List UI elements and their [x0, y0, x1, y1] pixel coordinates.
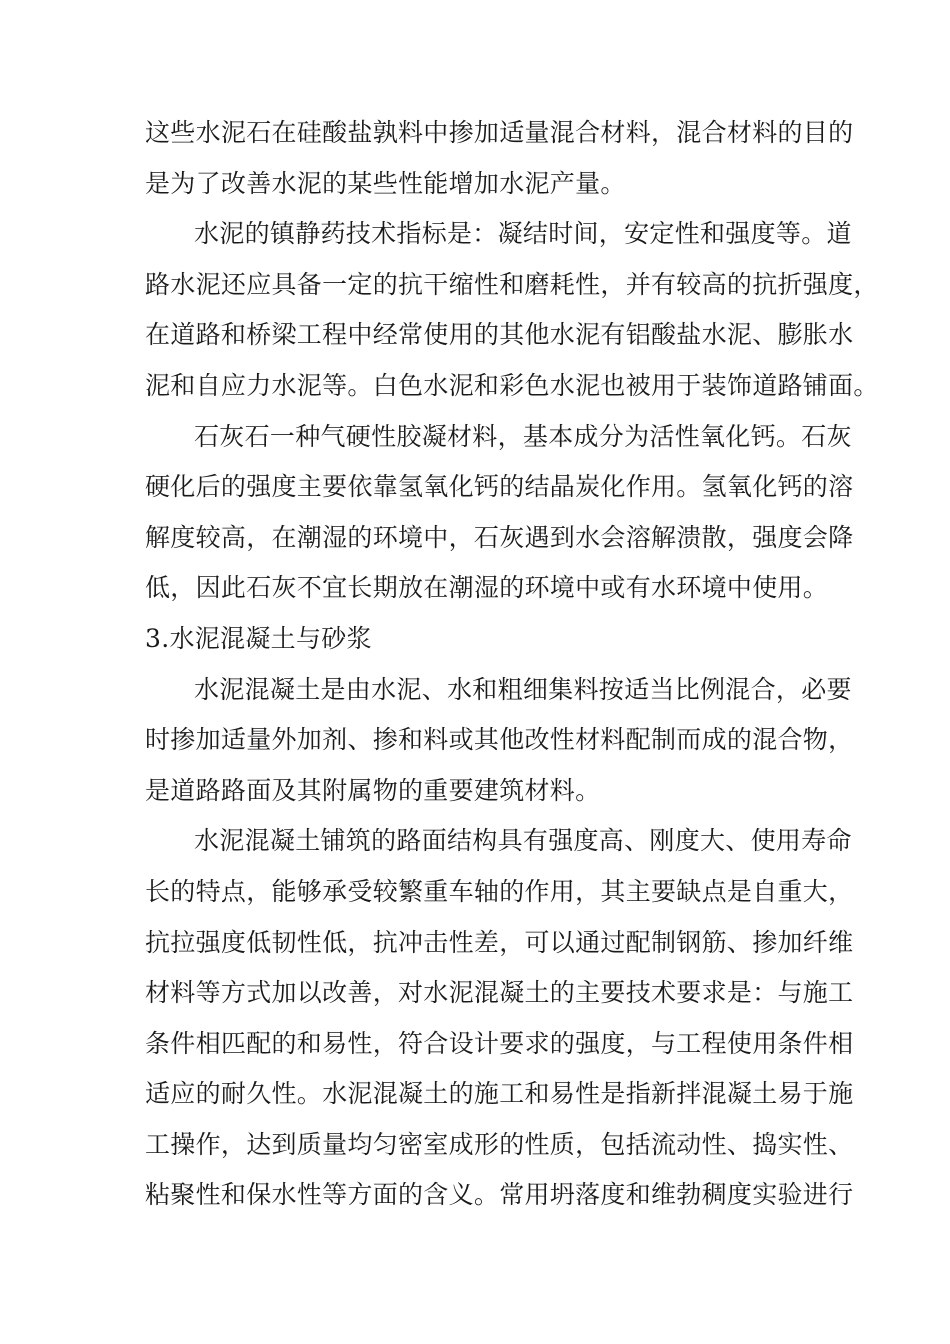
text-line: 解度较高，在潮湿的环境中，石灰遇到水会溶解溃散，强度会降: [145, 522, 854, 552]
text-line: 石灰石一种气硬性胶凝材料，基本成分为活性氧化钙。石灰: [194, 421, 852, 451]
text-line: 时掺加适量外加剂、掺和料或其他改性材料配制而成的混合物，: [145, 725, 854, 755]
text-line: 路水泥还应具备一定的抗干缩性和磨耗性，并有较高的抗折强度，: [145, 269, 879, 299]
text-line: 在道路和桥梁工程中经常使用的其他水泥有铝酸盐水泥、膨胀水: [145, 320, 854, 350]
paragraph: [145, 108, 854, 209]
body-text: [145, 108, 879, 1221]
text-line: 水泥的镇静药技术指标是：凝结时间，安定性和强度等。道: [194, 219, 852, 249]
text-line: 工操作，达到质量均匀密室成形的性质，包括流动性、捣实性、: [145, 1129, 854, 1159]
text-line: 水泥混凝土是由水泥、水和粗细集料按适当比例混合，必要: [194, 674, 852, 704]
text-line: 长的特点，能够承受较繁重车轴的作用，其主要缺点是自重大，: [145, 876, 854, 906]
text-line: 粘聚性和保水性等方面的含义。常用坍落度和维勃稠度实验进行: [145, 1180, 854, 1210]
text-line: 这些水泥石在硅酸盐孰料中掺加适量混合材料，混合材料的目的: [145, 118, 854, 147]
text-line: 材料等方式加以改善，对水泥混凝土的主要技术要求是：与施工: [145, 978, 854, 1008]
paragraph: [145, 412, 854, 614]
text-line: 是为了改善水泥的某些性能增加水泥产量。: [145, 168, 626, 198]
section-heading: [145, 614, 815, 665]
section-heading-text: 3.水泥混凝土与砂浆: [145, 623, 372, 653]
text-line: 抗拉强度低韧性低，抗冲击性差，可以通过配制钢筋、掺加纤维: [145, 927, 854, 957]
text-line: 条件相匹配的和易性，符合设计要求的强度，与工程使用条件相: [145, 1028, 854, 1058]
paragraph: [145, 665, 854, 817]
text-line: 适应的耐久性。水泥混凝土的施工和易性是指新拌混凝土易于施: [145, 1079, 854, 1109]
text-line: 泥和自应力水泥等。白色水泥和彩色水泥也被用于装饰道路铺面。: [145, 370, 879, 400]
text-line: 是道路路面及其附属物的重要建筑材料。: [145, 775, 601, 805]
text-line: 低，因此石灰不宜长期放在潮湿的环境中或有水环境中使用。: [145, 573, 829, 603]
text-line: 水泥混凝土铺筑的路面结构具有强度高、刚度大、使用寿命: [194, 826, 852, 856]
paragraph: [145, 816, 854, 1221]
text-line: 硬化后的强度主要依靠氢氧化钙的结晶炭化作用。氢氧化钙的溶: [145, 472, 854, 502]
paragraph: [145, 209, 879, 411]
